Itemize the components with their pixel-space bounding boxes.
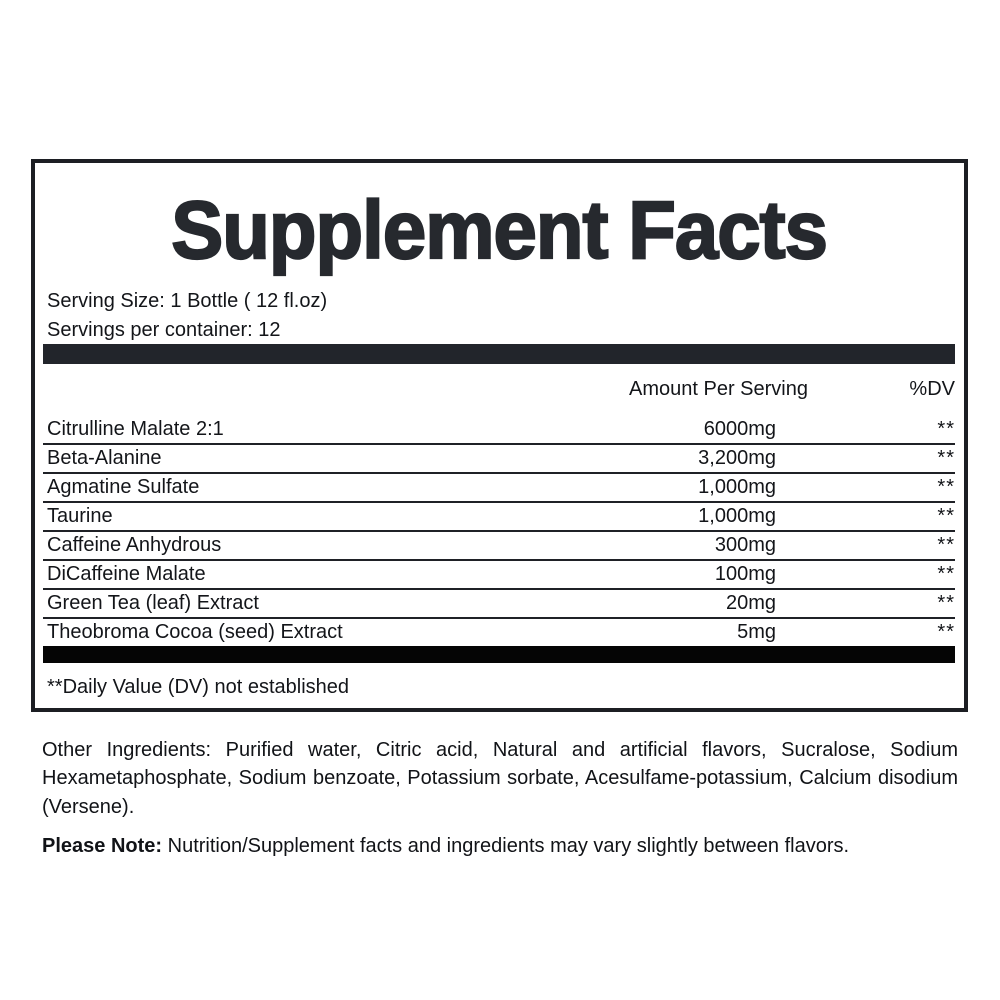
ingredient-amount: 1,000mg — [698, 476, 776, 498]
table-row — [43, 619, 955, 646]
ingredient-name: Agmatine Sulfate — [47, 476, 200, 498]
ingredient-amount: 6000mg — [703, 418, 776, 440]
ingredient-name: Green Tea (leaf) Extract — [47, 592, 259, 614]
bottom-divider-bar — [43, 646, 955, 663]
other-ingredients-text: Purified water, Citric acid, Natural and artificial flavors, Sucralose, Sodium Hexametaphosphate, Sodium benzoate, Potassium sorbate, Acesulfame-potassium, Calcium disodium (Versene). — [42, 739, 958, 818]
please-note-label: Please Note: — [42, 835, 163, 857]
table-row — [43, 590, 955, 619]
panel-title-wrap — [35, 187, 964, 275]
servings-per-container-text: Servings per container: 12 — [47, 319, 281, 341]
supplement-facts-panel — [31, 159, 968, 712]
ingredient-dv: ** — [937, 621, 955, 643]
ingredient-name: Caffeine Anhydrous — [47, 534, 222, 556]
amount-per-serving-header: Amount Per Serving — [629, 378, 808, 400]
ingredient-dv: ** — [937, 563, 955, 585]
ingredient-dv: ** — [937, 534, 955, 556]
ingredient-name: DiCaffeine Malate — [47, 563, 206, 585]
ingredient-amount: 5mg — [737, 621, 776, 643]
please-note-text: Nutrition/Supplement facts and ingredients may vary slightly between flavors. — [167, 835, 850, 857]
table-row — [43, 561, 955, 590]
ingredient-name: Theobroma Cocoa (seed) Extract — [47, 621, 343, 643]
ingredient-dv: ** — [937, 592, 955, 614]
panel-inner — [35, 163, 964, 708]
ingredient-amount: 3,200mg — [698, 447, 776, 469]
ingredient-amount: 1,000mg — [698, 505, 776, 527]
serving-size-text: Serving Size: 1 Bottle ( 12 fl.oz) — [47, 290, 328, 312]
ingredient-name: Citrulline Malate 2:1 — [47, 418, 224, 440]
table-row — [43, 532, 955, 561]
ingredient-amount: 100mg — [714, 563, 776, 585]
other-ingredients-paragraph — [42, 736, 958, 821]
percent-dv-header: %DV — [909, 378, 955, 400]
table-row — [43, 503, 955, 532]
please-note-paragraph — [42, 834, 958, 858]
daily-value-footnote: **Daily Value (DV) not established — [47, 676, 350, 698]
ingredient-dv: ** — [937, 476, 955, 498]
table-row — [43, 474, 955, 503]
ingredient-dv: ** — [937, 418, 955, 440]
ingredient-amount: 300mg — [714, 534, 776, 556]
ingredient-name: Beta-Alanine — [47, 447, 162, 469]
ingredient-amount: 20mg — [725, 592, 776, 614]
ingredient-dv: ** — [937, 505, 955, 527]
top-divider-bar — [43, 344, 955, 364]
other-ingredients-label: Other Ingredients: — [42, 739, 212, 761]
table-row — [43, 445, 955, 474]
ingredient-dv: ** — [937, 447, 955, 469]
ingredient-table — [43, 416, 955, 646]
ingredient-name: Taurine — [47, 505, 113, 527]
panel-title: Supplement Facts — [171, 185, 828, 276]
table-row — [43, 416, 955, 445]
